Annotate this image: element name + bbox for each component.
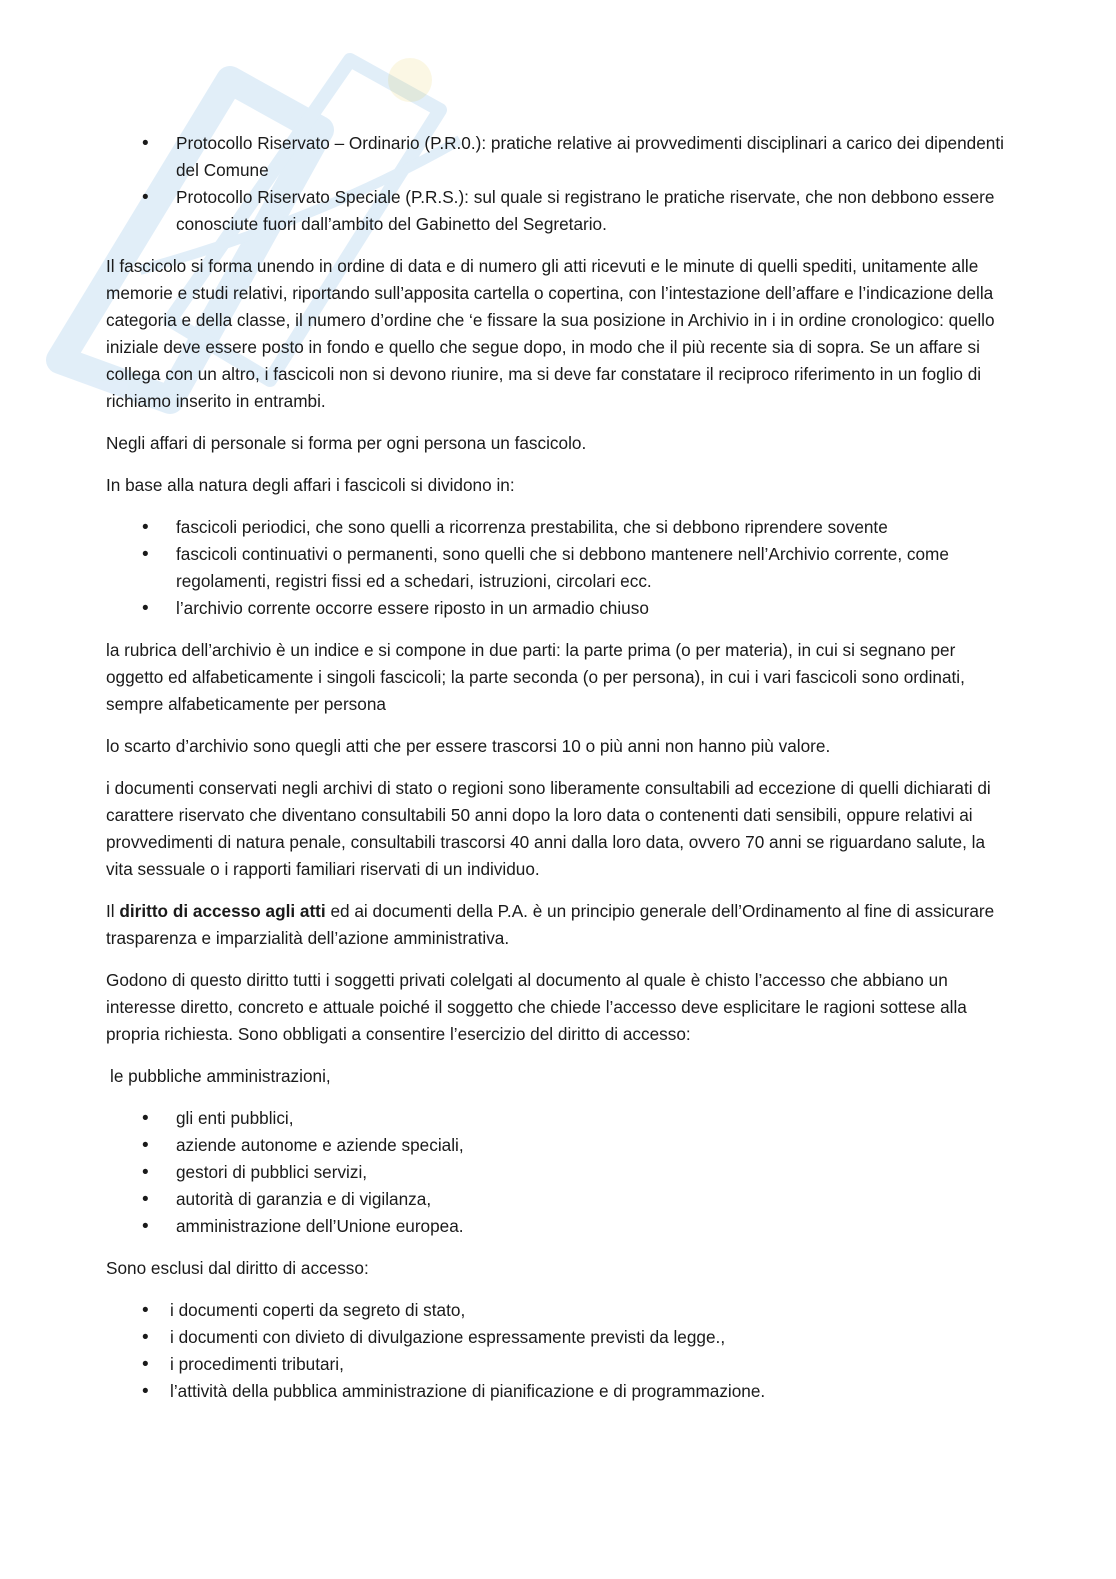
paragraph-documenti: i documenti conservati negli archivi di stato o regioni sono liberamente consultabili ad eccezione di quelli dichiarati di carattere riservato che diventano consultabili 50 anni dopo la loro data o contenenti dati sensibili, oppure relativi ai provvedimenti di natura penale, consultabili trascorsi 40 anni dalla loro data, ovvero 70 anni se riguardano salute, la vita sessuale o i rapporti familiari riservati di un individuo. (106, 778, 991, 879)
list-item: • i documenti coperti da segreto di stato, (106, 1297, 1006, 1324)
paragraph-rubrica: la rubrica dell’archivio è un indice e si compone in due parti: la parte prima (o per materia), in cui si segnano per oggetto ed alfabeticamente i singoli fascicoli; la parte seconda (o per persona), in cui i vari fascicoli sono ordinati, sempre alfabeticamente per persona (106, 640, 965, 714)
list-item: • Protocollo Riservato – Ordinario (P.R.0.): pratiche relative ai provvedimenti disciplinari a carico dei dipendenti del Comune (106, 130, 1006, 184)
list-item: • aziende autonome e aziende speciali, (106, 1132, 1006, 1159)
paragraph-esclusi: Sono esclusi dal diritto di accesso: (106, 1258, 369, 1278)
list-item: • l’archivio corrente occorre essere riposto in un armadio chiuso (106, 595, 1006, 622)
list-item: • autorità di garanzia e di vigilanza, (106, 1186, 1006, 1213)
list-item: • i procedimenti tributari, (106, 1351, 1006, 1378)
list-item: • fascicoli periodici, che sono quelli a ricorrenza prestabilita, che si debbono riprendere sovente (106, 514, 1006, 541)
paragraph-diritto: Il diritto di accesso agli atti ed ai documenti della P.A. è un principio generale dell’Ordinamento al fine di assicurare trasparenza e imparzialità dell’azione amministrativa. (106, 901, 995, 948)
list-item: • gestori di pubblici servizi, (106, 1159, 1006, 1186)
paragraph-scarto: lo scarto d’archivio sono quegli atti che per essere trascorsi 10 o più anni non hanno più valore. (106, 736, 831, 756)
document-page (106, 130, 1006, 1420)
list-item: • fascicoli continuativi o permanenti, sono quelli che si debbono mantenere nell’Archivio corrente, come regolamenti, registri fissi ed a schedari, istruzioni, circolari ecc. (106, 541, 1006, 595)
list-item: • Protocollo Riservato Speciale (P.R.S.): sul quale si registrano le pratiche riservate, che non debbono essere conosciute fuori dall’ambito del Gabinetto del Segretario. (106, 184, 1006, 238)
list-item: • amministrazione dell’Unione europea. (106, 1213, 1006, 1240)
fascicoli-list (106, 514, 1006, 622)
paragraph-godono: Godono di questo diritto tutti i soggetti privati colelgati al documento al quale è chisto l’accesso che abbiano un interesse diretto, concreto e attuale poiché il soggetto che chiede l’accesso deve esplicitare le ragioni sottese alla propria richiesta. Sono obbligati a consentire l’esercizio del diritto di accesso: (106, 970, 967, 1044)
list-item: • l’attività della pubblica amministrazione di pianificazione e di programmazione. (106, 1378, 1006, 1405)
protocol-list (106, 130, 1006, 238)
bold-term: diritto di accesso agli atti (119, 901, 326, 921)
list-item: • i documenti con divieto di divulgazione espressamente previsti da legge., (106, 1324, 1006, 1351)
list-item: • gli enti pubblici, (106, 1105, 1006, 1132)
paragraph-pubbliche: le pubbliche amministrazioni, (110, 1066, 331, 1086)
esclusi-list (106, 1297, 1006, 1405)
enti-list (106, 1105, 1006, 1240)
paragraph-fascicolo: Il fascicolo si forma unendo in ordine di data e di numero gli atti ricevuti e le minute di quelli spediti, unitamente alle memorie e studi relativi, riportando sull’apposita cartella o copertina, con l’intestazione dell’affare e l’indicazione della categoria e della classe, il numero d’ordine che ‘e fissare la sua posizione in Archivio in i in ordine cronologico: quello iniziale deve essere posto in fondo e quello che segue dopo, in modo che il più recente sia di sopra. Se un affare si collega con un altro, i fascicoli non si devono riunire, ma si deve far constatare il reciproco riferimento in un foglio di richiamo inserito in entrambi. (106, 256, 995, 411)
paragraph-base: In base alla natura degli affari i fascicoli si dividono in: (106, 475, 515, 495)
paragraph-personale: Negli affari di personale si forma per ogni persona un fascicolo. (106, 433, 587, 453)
